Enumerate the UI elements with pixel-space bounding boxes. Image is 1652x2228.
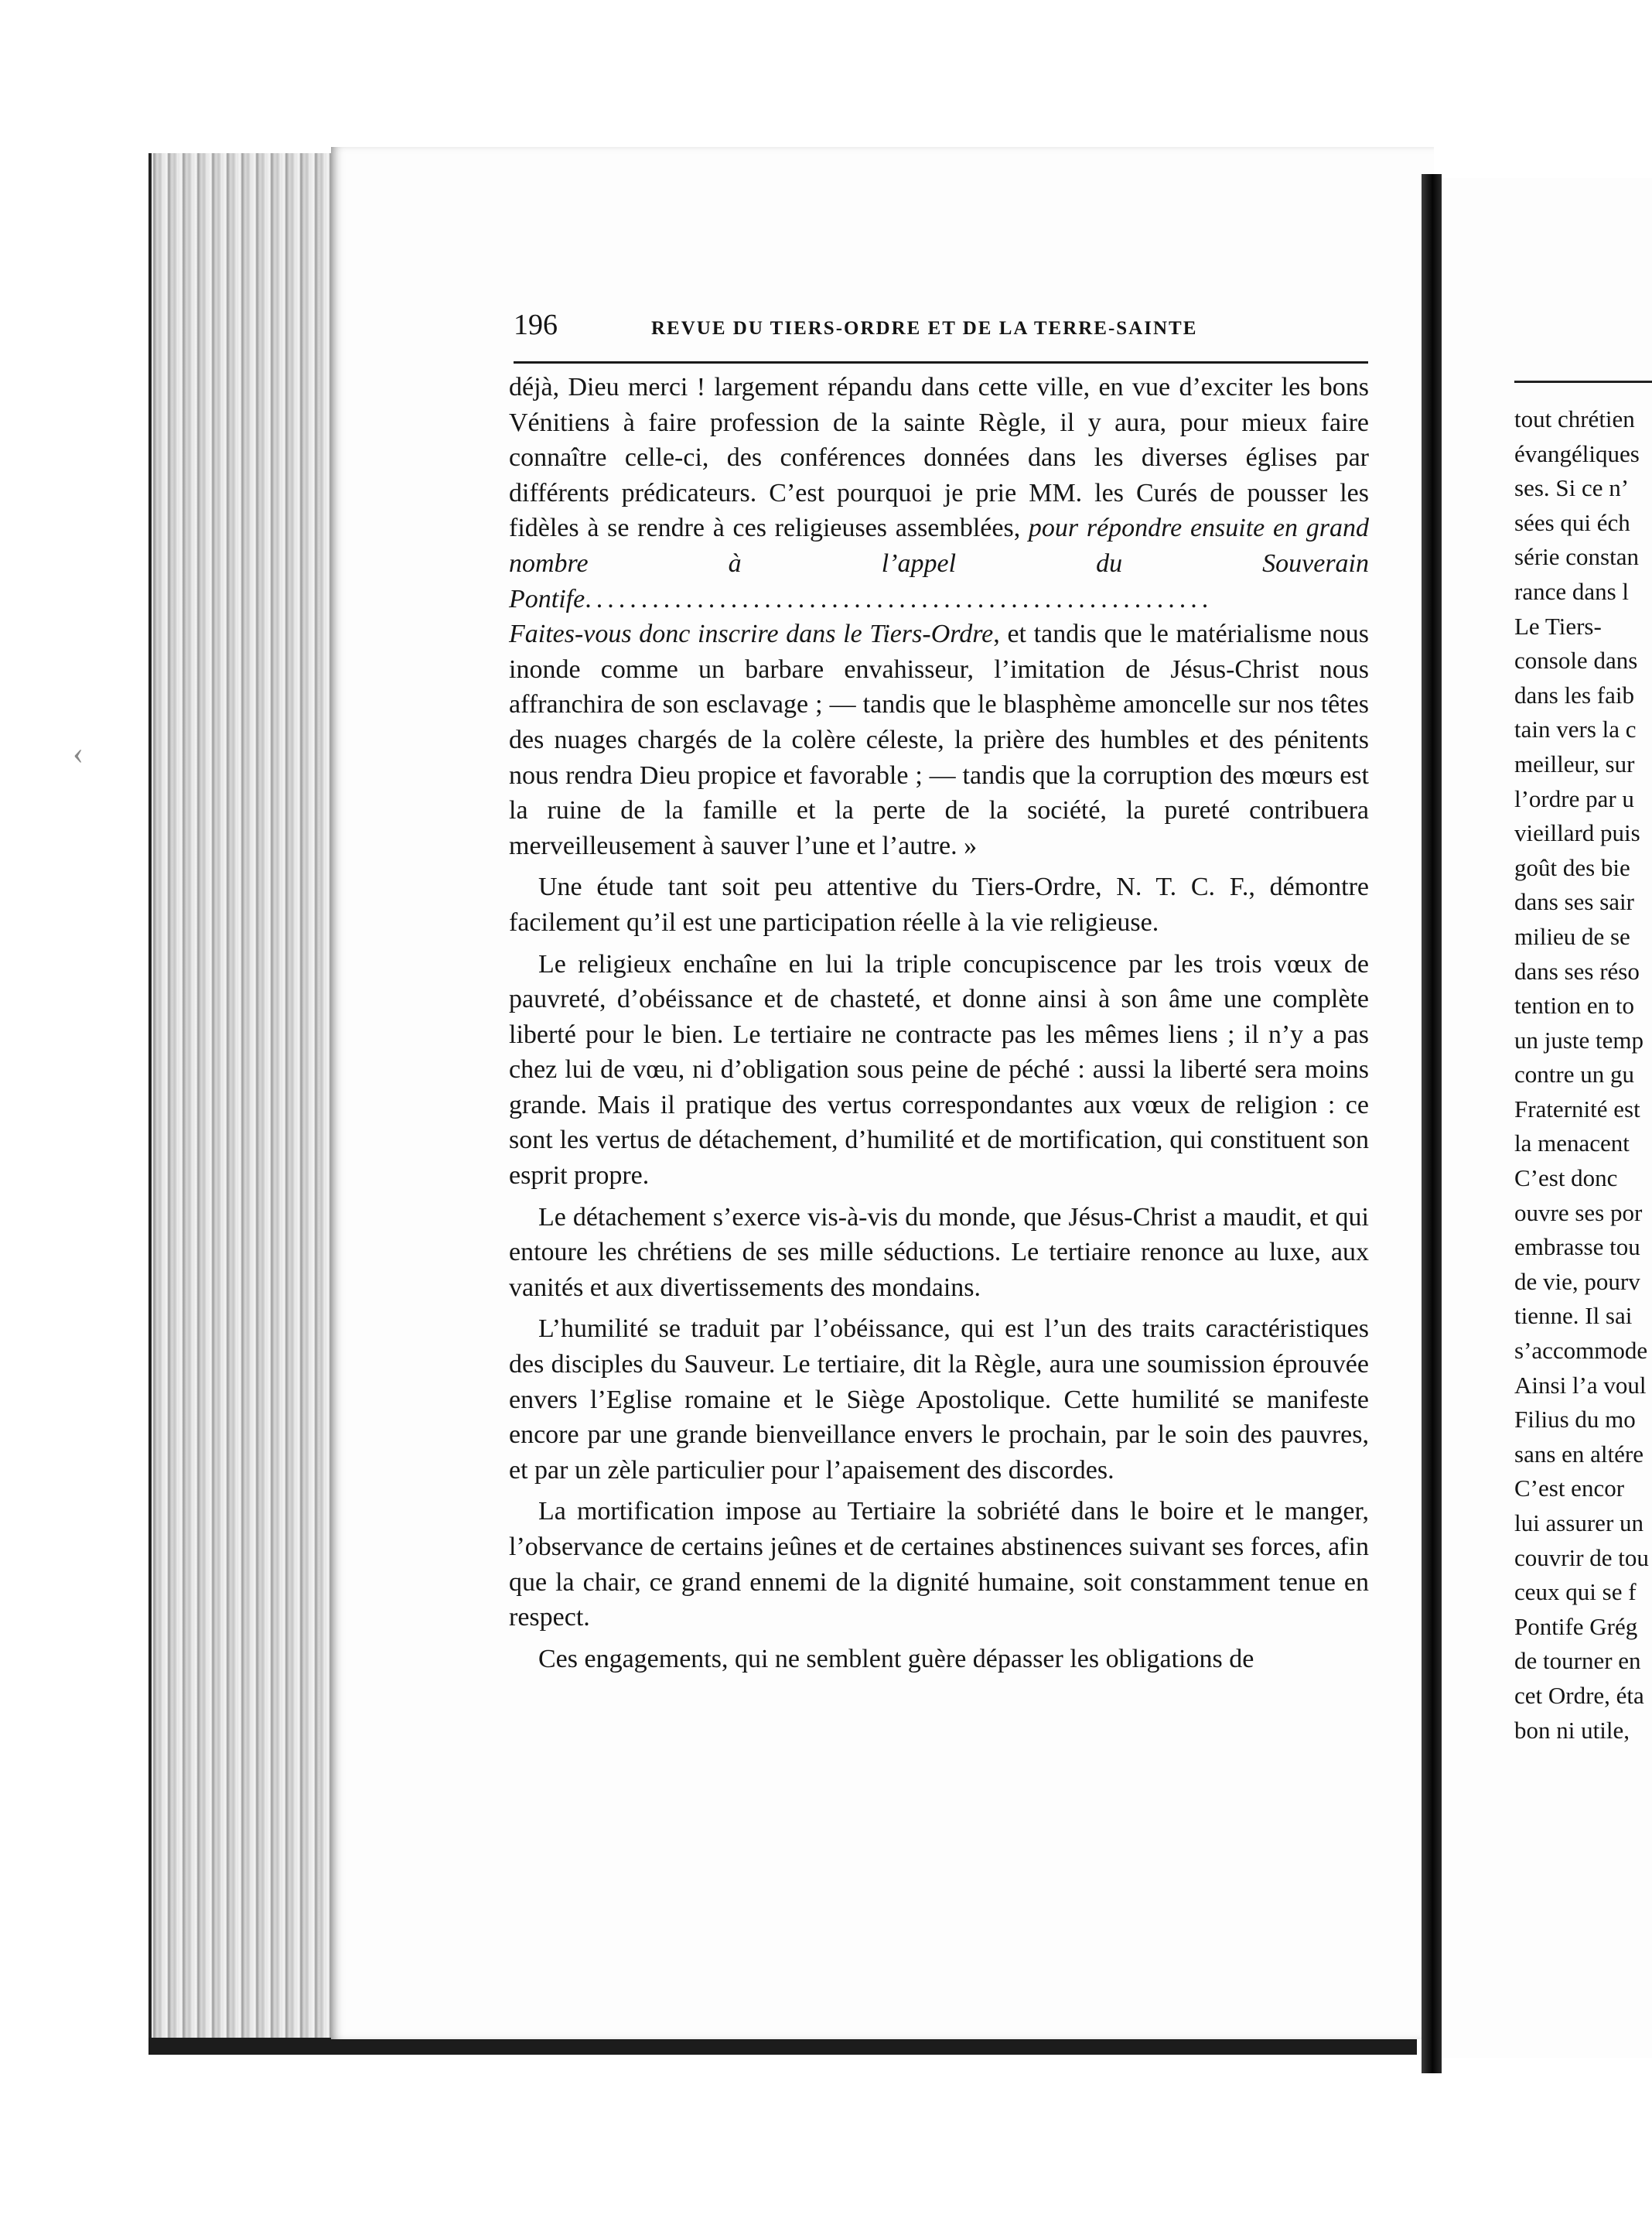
paragraph: Le détachement s’exerce vis-à-vis du monde, que Jésus-Christ a maudit, et qui entoure les chrétiens de ses mille séductions. Le tertiaire renonce au luxe, aux vanités et aux divertissements des mondains. <box>509 1202 1369 1302</box>
right-page-line: Ainsi l’a voul <box>1514 1371 1647 1399</box>
right-page-line: vieillard puis <box>1514 819 1640 847</box>
right-page-line: meilleur, sur <box>1514 750 1635 777</box>
right-page <box>1442 178 1652 2058</box>
paragraph: Ces engagements, qui ne semblent guère dépasser les obligations de <box>538 1644 1254 1673</box>
paragraph: L’humilité se traduit par l’obéissance, qui est l’un des traits caractéristiques des disciples du Sauveur. Le tertiaire, dit la Règle, aura une soumission éprouvée envers l’Eglise romaine et le Siège Apostolique. Cette humilité se manifeste encore par une grande bienveillance envers le prochain, par le soin des pauvres, et par un zèle particulier pour l’apaisement des discordes. <box>509 1314 1369 1485</box>
right-page-rule <box>1514 381 1652 383</box>
right-page-line: de tourner en <box>1514 1647 1641 1675</box>
exhortation-italic: Faites-vous donc inscrire dans le Tiers-Ordre <box>509 620 994 649</box>
right-page-line: dans ses sair <box>1514 888 1634 916</box>
book-gutter <box>1422 174 1442 2073</box>
paragraph-quote-exhortation <box>509 617 1369 863</box>
right-page-line: tain vers la c <box>1514 716 1637 743</box>
right-page-line: cet Ordre, éta <box>1514 1681 1644 1709</box>
right-page-line: C’est donc <box>1514 1164 1618 1192</box>
right-page-line: tention en to <box>1514 992 1634 1020</box>
right-page-line: Filius du mo <box>1514 1406 1636 1434</box>
right-page-line: sans en altére <box>1514 1440 1643 1468</box>
right-page-line: milieu de se <box>1514 922 1630 950</box>
right-page-line: un juste temp <box>1514 1026 1644 1054</box>
right-page-line: bon ni utile, <box>1514 1716 1630 1744</box>
right-page-line: rance dans l <box>1514 577 1630 605</box>
right-page-line: série constan <box>1514 543 1639 571</box>
quote-text: déjà, Dieu merci ! largement répandu dans cette ville, en vue d’exciter les bons Vénitiens à faire profession de la sainte Règle, il y aura, pour mieux faire connaître celle-ci, des conférences données dans les diverses églises par différents prédicateurs. C’est pourquoi je prie MM. les Curés de pousser les fidèles à se rendre à ces religieuses assemblées, <box>509 373 1369 543</box>
right-page-line: tienne. Il sai <box>1514 1302 1633 1330</box>
exhortation-text: , et tandis que le matérialisme nous inonde comme un barbare envahisseur, l’imitation de Jésus-Christ nous affranchira de son esclavage ; — tandis que le blasphème amoncelle sur nos têtes des nuages chargés de la colère céleste, la prière des humbles et des pénitents nous rendra Dieu propice et favorable ; — tandis que la corruption des mœurs est la ruine de la famille et la perte de la société, la pureté contribuera merveilleusement à sauver l’une et l’autre. » <box>509 620 1369 860</box>
dot-leader: ........................................................ <box>585 584 1213 613</box>
right-page-line: goût des bie <box>1514 853 1630 881</box>
header-rule <box>514 361 1368 364</box>
running-head <box>514 308 1368 347</box>
right-page-line: embrasse tou <box>1514 1233 1640 1261</box>
journal-title: REVUE DU TIERS-ORDRE ET DE LA TERRE-SAINTE <box>651 318 1198 339</box>
right-page-line: couvrir de tou <box>1514 1543 1649 1571</box>
paragraph: La mortification impose au Tertiaire la sobriété dans le boire et le manger, l’observance de certains jeûnes et de certaines abstinences suivant ses forces, afin que la chair, ce grand ennemi de la dignité humaine, soit constamment tenue en respect. <box>509 1497 1369 1632</box>
book-page-edges <box>148 153 334 2041</box>
page-number: 196 <box>514 309 558 341</box>
right-page-line: l’ordre par u <box>1514 784 1634 812</box>
right-page-line: ceux qui se f <box>1514 1578 1637 1606</box>
right-page-line: s’accommode <box>1514 1337 1648 1365</box>
paragraph: Une étude tant soit peu attentive du Tiers-Ordre, N. T. C. F., démontre facilement qu’il est une participation réelle à la vie religieuse. <box>509 873 1369 937</box>
right-page-line: dans les faib <box>1514 681 1634 709</box>
book-bottom-edge <box>148 2038 1417 2055</box>
right-page-line: Fraternité est <box>1514 1095 1640 1123</box>
right-page-line: évangéliques <box>1514 439 1640 467</box>
right-page-line: la menacent <box>1514 1129 1630 1157</box>
right-page-line: lui assurer un <box>1514 1509 1644 1536</box>
right-page-line: de vie, pourv <box>1514 1267 1640 1295</box>
quote-italic: pour répondre ensuite en grand nombre à l’appel du Souverain Pontife <box>509 514 1369 613</box>
right-page-line: C’est encor <box>1514 1475 1625 1502</box>
right-page-line: Le Tiers- <box>1514 612 1602 640</box>
right-page-line: sées qui éch <box>1514 508 1630 536</box>
right-page-line: tout chrétien <box>1514 405 1635 432</box>
right-page-line: Pontife Grég <box>1514 1612 1638 1640</box>
right-page-line: ouvre ses por <box>1514 1198 1643 1226</box>
right-page-line: ses. Si ce n’ <box>1514 474 1630 502</box>
paragraph-quote-continuation <box>509 370 1369 617</box>
page-body <box>509 370 1369 1676</box>
right-page-line: console dans <box>1514 647 1638 675</box>
right-page-text <box>1514 402 1652 1748</box>
right-page-line: contre un gu <box>1514 1061 1634 1088</box>
right-page-line: dans ses réso <box>1514 957 1640 985</box>
margin-mark: ‹ <box>73 736 84 771</box>
paragraph: Le religieux enchaîne en lui la triple concupiscence par les trois vœux de pauvreté, d’obéissance et de chasteté, et donne ainsi à son âme une complète liberté pour le bien. Le tertiaire ne contracte pas les mêmes liens ; il n’y a pas chez lui de vœu, ni d’obligation sous peine de péché : aussi la liberté sera moins grande. Mais il pratique des vertus correspondantes aux vœux de religion : ce sont les vertus de détachement, d’humilité et de mortification, qui constituent son esprit propre. <box>509 949 1369 1191</box>
